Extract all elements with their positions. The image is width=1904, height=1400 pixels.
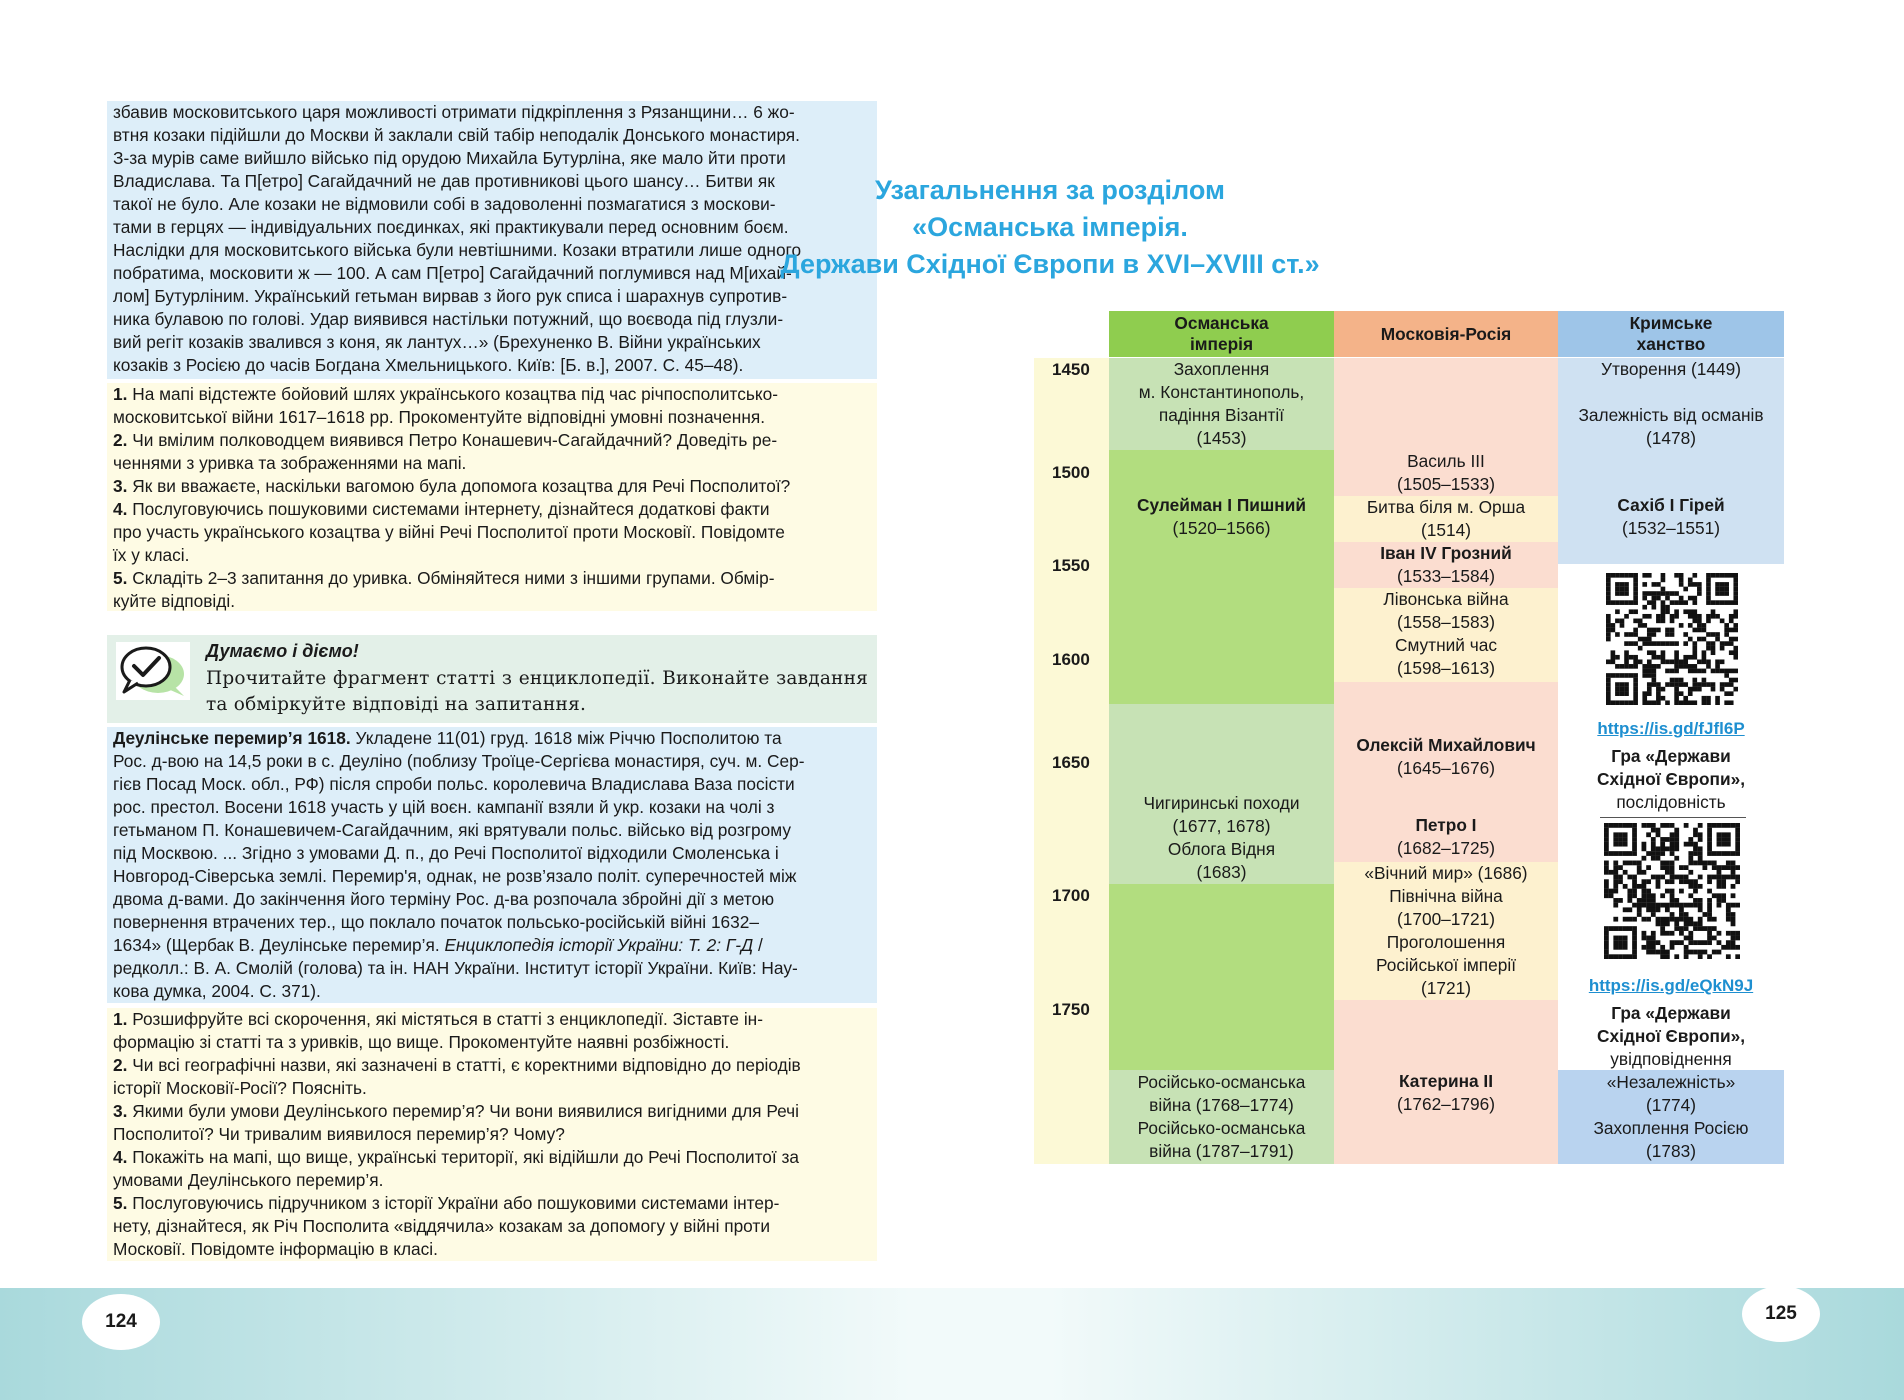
question-line: куйте відповіді. [113,591,235,611]
section-summary-title [475,172,1625,283]
qr2-type: увідповіднення [1610,1049,1732,1069]
cell-line: Облога Відня [1167,839,1276,859]
cell-line: (1700–1721) [1396,909,1495,929]
cell-line: «Вічний мир» (1686) [1364,863,1528,883]
quote-line: вий регіт козаків звалився з коня, як лантух…» (Брехуненко В. Війни українських [113,332,761,352]
encyclopedia-line: кова думка, 2004. С. 371). [113,981,321,1001]
question-number: 5. [113,568,128,588]
year-label: 1600 [1052,650,1090,669]
quote-line: З-за мурів саме вийшло військо під орудою Михайла Бутурліна, яке мало йти проти [113,148,786,168]
cell-line: (1532–1551) [1621,518,1720,538]
ottoman-cell [1109,1070,1334,1164]
encyclopedia-line: під Москвою. ... Згідно з умовами Д. п., до Речі Посполитої відходили Смоленська і [113,843,779,863]
think-text: Прочитайте фрагмент статті з енциклопедії. Виконайте завдання та обміркуйте відповіді на запитання. [206,668,868,715]
year-label: 1650 [1052,753,1090,772]
encyclopedia-line: Деулінське перемир’я 1618. Укладене 11(01) груд. 1618 між Річчю Посполитою та [113,728,782,748]
cell-line: Російсько-османська [1137,1118,1306,1138]
questions-block-1 [107,383,877,611]
year-label: 1500 [1052,463,1090,482]
cell-bold: Сулейман I Пишний [1137,495,1306,515]
quote-line: побратима, московити ж — 100. А сам П[етро] Сагайдачний поглумився над М[ихай- [113,263,792,283]
question-line: 3. Як ви вважаєте, наскільки вагомою була допомога козацтва для Речі Посполитої? [113,476,791,496]
qr-divider [1600,817,1746,818]
cell-line: Північна війна [1389,886,1503,906]
year-label: 1450 [1052,360,1090,379]
think-and-act-box [107,635,877,723]
cell-line: Захоплення [1173,359,1270,379]
header-ottoman [1109,311,1334,357]
crimea-cell [1558,1070,1784,1164]
question-line: 1. На мапі відстежте бойовий шлях українського козацтва під час річпосполитсько- [113,384,779,404]
question-number: 4. [113,499,128,519]
muscovy-cell [1334,542,1558,588]
question-number: 3. [113,476,128,496]
title-line: Узагальнення за розділом [875,175,1225,205]
ottoman-cell [1109,358,1334,450]
cell-line: (1677, 1678) [1172,816,1271,836]
encyclopedia-line: 1634» (Щербак В. Деулінське перемир’я. Енциклопедія історії України: Т. 2: Г-Д / [113,935,763,955]
ottoman-cell [1109,450,1334,704]
question-line: історії Московії-Росії? Поясніть. [113,1078,367,1098]
cell-bold: Петро I [1415,815,1477,835]
question-line: Московії. Повідомте інформацію в класі. [113,1239,438,1259]
encyclopedia-line: Новгород-Сіверська землі. Перемир'я, однак, не розв’язало політ. суперечностей між [113,866,797,886]
cell-line: (1505–1533) [1396,474,1495,494]
cell-line: війна (1787–1791) [1149,1141,1294,1161]
cell-line: війна (1768–1774) [1149,1095,1294,1115]
question-line: московитської війни 1617–1618 рр. Прокоментуйте відповідні умовні позначення. [113,407,766,427]
cell-line: падіння Візантії [1158,405,1285,425]
question-line: 3. Якими були умови Деулінського перемир’я? Чи вони виявилися вигідними для Речі [113,1101,799,1121]
muscovy-cell [1334,814,1558,862]
quote-line: козаків з Росією до часів Богдана Хмельницького. Київ: [Б. в.], 2007. С. 45–48). [113,355,744,375]
cell-line: Смутний час [1394,635,1498,655]
crimea-cell [1558,358,1784,450]
question-line: 4. Покажіть на мапі, що вище, українські території, які відійшли до Речі Посполитої за [113,1147,800,1167]
cell-line: Лівонська війна [1383,589,1509,609]
header-crimea [1558,311,1784,357]
cell-line: (1478) [1646,428,1696,448]
question-number: 3. [113,1101,128,1121]
question-line: 4. Послуговуючись пошуковими системами інтернету, дізнайтеся додаткові факти [113,499,770,519]
title-line: «Османська імперія. [912,212,1188,242]
qr1-bold: Східної Європи», [1596,769,1746,789]
qr-code-matching[interactable] [1604,823,1740,959]
cell-bold: Олексій Михайлович [1356,735,1536,755]
cell-line: Захоплення Росією [1593,1118,1749,1138]
header-muscovy [1334,311,1558,357]
encyclopedia-line: гетьманом П. Конашевичем-Сагайдачним, які врятували польс. військо від розгрому [113,820,791,840]
question-line: 2. Чи вмілим полководцем виявився Петро Конашевич-Сагайдачний? Доведіть ре- [113,430,778,450]
cell-line: (1533–1584) [1396,566,1495,586]
check-speech-bubble-icon [116,642,190,700]
muscovy-cell [1334,1000,1558,1164]
quote-line: ника булавою по голові. Удар виявився настільки потужний, що воєвода під глузли- [113,309,784,329]
cell-line: (1721) [1421,978,1471,998]
page-number-left: 124 [82,1294,160,1350]
quote-line: лом] Бутурліним. Український гетьман вирвав з його рук списа і шарахнув супротив- [113,286,788,306]
encyclopedia-line: редколл.: В. А. Смолій (голова) та ін. НАН України. Інститут історії України. Київ: Нау- [113,958,798,978]
cell-line: «Незалежність» [1606,1072,1736,1092]
cell-line: (1453) [1196,428,1247,448]
question-line: умовами Деулінського перемир’я. [113,1170,384,1190]
cell-line: Російської імперії [1375,955,1517,975]
cell-line: Російсько-османська [1137,1072,1306,1092]
questions-block-2 [107,1008,877,1261]
footer-band [0,1288,1904,1400]
encyclopedia-source: Енциклопедія історії України: Т. 2: Г-Д [444,935,754,955]
cell-line: Василь III [1407,451,1485,471]
encyclopedia-line: Рос. д-вою на 14,5 роки в с. Деуліно (поблизу Троїце-Сергієва монастиря, суч. м. Сер- [113,751,805,771]
cell-line: Чигиринські походи [1143,793,1300,813]
qr2-bold: Східної Європи», [1596,1026,1746,1046]
question-line: 5. Послуговуючись підручником з історії України або пошуковими системами інтер- [113,1193,780,1213]
qr1-type: послідовність [1616,792,1726,812]
encyclopedia-line: рос. престол. Восени 1618 участь у цій воєн. кампанії взяли й укр. козаки на чолі з [113,797,775,817]
cell-line: (1520–1566) [1172,518,1271,538]
quote-line: такої не було. Але козаки не відмовили собі в задоволенні позмагатися з москови- [113,194,776,214]
think-title: Думаємо і діємо! [206,641,359,661]
question-number: 1. [113,384,128,404]
encyclopedia-line: гієв Посад Моск. обл., РФ) після спроби польс. королевича Владислава Ваза посісти [113,774,795,794]
title-line: Держави Східної Європи в XVI–XVIII ст.» [780,249,1320,279]
year-label: 1550 [1052,556,1090,575]
cell-line: Проголошення [1386,932,1506,952]
cell-line: Утворення (1449) [1601,359,1741,379]
muscovy-cell [1334,358,1558,450]
page-number-right: 125 [1742,1286,1820,1342]
cell-line: (1774) [1646,1095,1696,1115]
cell-line: (1783) [1646,1141,1696,1161]
question-number: 1. [113,1009,128,1029]
encyclopedia-term: Деулінське перемир’я 1618. [113,728,351,748]
qr1-caption [1558,717,1784,814]
question-line: про участь українського козацтва у війні Речі Посполитої проти Московії. Повідомте [113,522,785,542]
cell-line: (1682–1725) [1396,838,1495,858]
question-line: 2. Чи всі географічні назви, які зазначені в статті, є коректними відповідно до періодів [113,1055,801,1075]
question-line: 1. Розшифруйте всі скорочення, які містяться в статті з енциклопедії. Зіставте ін- [113,1009,763,1029]
encyclopedia-line: повернення втрачених тер., що поклало початок польсько-російській війні 1632– [113,912,760,932]
cell-bold: Сахіб I Гірей [1617,495,1725,515]
question-number: 5. [113,1193,128,1213]
cell-line: Залежність від османів [1578,405,1764,425]
muscovy-cell [1334,496,1558,542]
qr2-link[interactable]: https://is.gd/eQkN9J [1588,976,1754,995]
cell-line: (1558–1583) [1396,612,1495,632]
quote-line: Наслідки для московитського війська були невтішними. Козаки втратили лише одного [113,240,802,260]
ottoman-cell [1109,884,1334,1070]
cell-line: Битва біля м. Орша [1366,497,1526,517]
crimea-cell [1558,450,1784,564]
cell-line: (1683) [1196,862,1247,882]
header-label: Османська імперія [1174,313,1269,354]
qr1-link[interactable]: https://is.gd/fJfl6P [1597,719,1745,738]
question-number: 2. [113,430,128,450]
question-number: 4. [113,1147,128,1167]
question-line: формацію зі статті та з уривків, що вище. Прокоментуйте наявні розбіжності. [113,1032,730,1052]
quote-line: Владислава. Та П[етро] Сагайдачний не дав противникові цього шансу… Битви як [113,171,775,191]
header-label: Московія-Росія [1380,323,1512,344]
cell-bold: Катерина II [1398,1071,1494,1091]
muscovy-cell [1334,450,1558,496]
cell-line: (1514) [1421,520,1471,540]
qr2-caption [1558,974,1784,1071]
qr1-bold: Гра «Держави [1611,746,1731,766]
cell-line: (1645–1676) [1396,758,1495,778]
year-label: 1750 [1052,1000,1090,1019]
question-number: 2. [113,1055,128,1075]
muscovy-cell [1334,588,1558,682]
encyclopedia-line: двома д-вами. До закінчення його терміну Рос. д-ва розпочала збройні дії з метою [113,889,775,909]
cell-line: м. Константинополь, [1138,382,1305,402]
cell-line [1558,381,1784,404]
question-line: 5. Складіть 2–3 запитання до уривка. Обміняйтеся ними з іншими групами. Обмір- [113,568,775,588]
quote-line: втня козаки підійшли до Москви й заклали свій табір неподалік Донського монастиря. [113,125,800,145]
qr2-bold: Гра «Держави [1611,1003,1731,1023]
encyclopedia-excerpt [107,727,877,1003]
quote-line: тами в герцях — індивідуальних поєдинках, які практикували перед основним боєм. [113,217,789,237]
cell-line: (1598–1613) [1396,658,1495,678]
qr-code-sequence[interactable] [1606,573,1738,705]
muscovy-cell [1334,862,1558,1000]
header-label: Кримське ханство [1629,313,1713,354]
question-line: їх у класі. [113,545,190,565]
year-label: 1700 [1052,886,1090,905]
question-line: Посполитої? Чи тривалим виявилося перемир’я? Чому? [113,1124,565,1144]
cell-bold: Іван IV Грозний [1380,543,1512,563]
ottoman-cell [1109,704,1334,884]
question-line: нету, дізнайтеся, як Річ Посполита «віддячила» козакам за допомогу у війні проти [113,1216,770,1236]
question-line: ченнями з уривка та зображеннями на мапі. [113,453,467,473]
quote-line: збавив московитського царя можливості отримати підкріплення з Рязанщини… 6 жо- [113,102,795,122]
cell-line: (1762–1796) [1396,1094,1495,1114]
